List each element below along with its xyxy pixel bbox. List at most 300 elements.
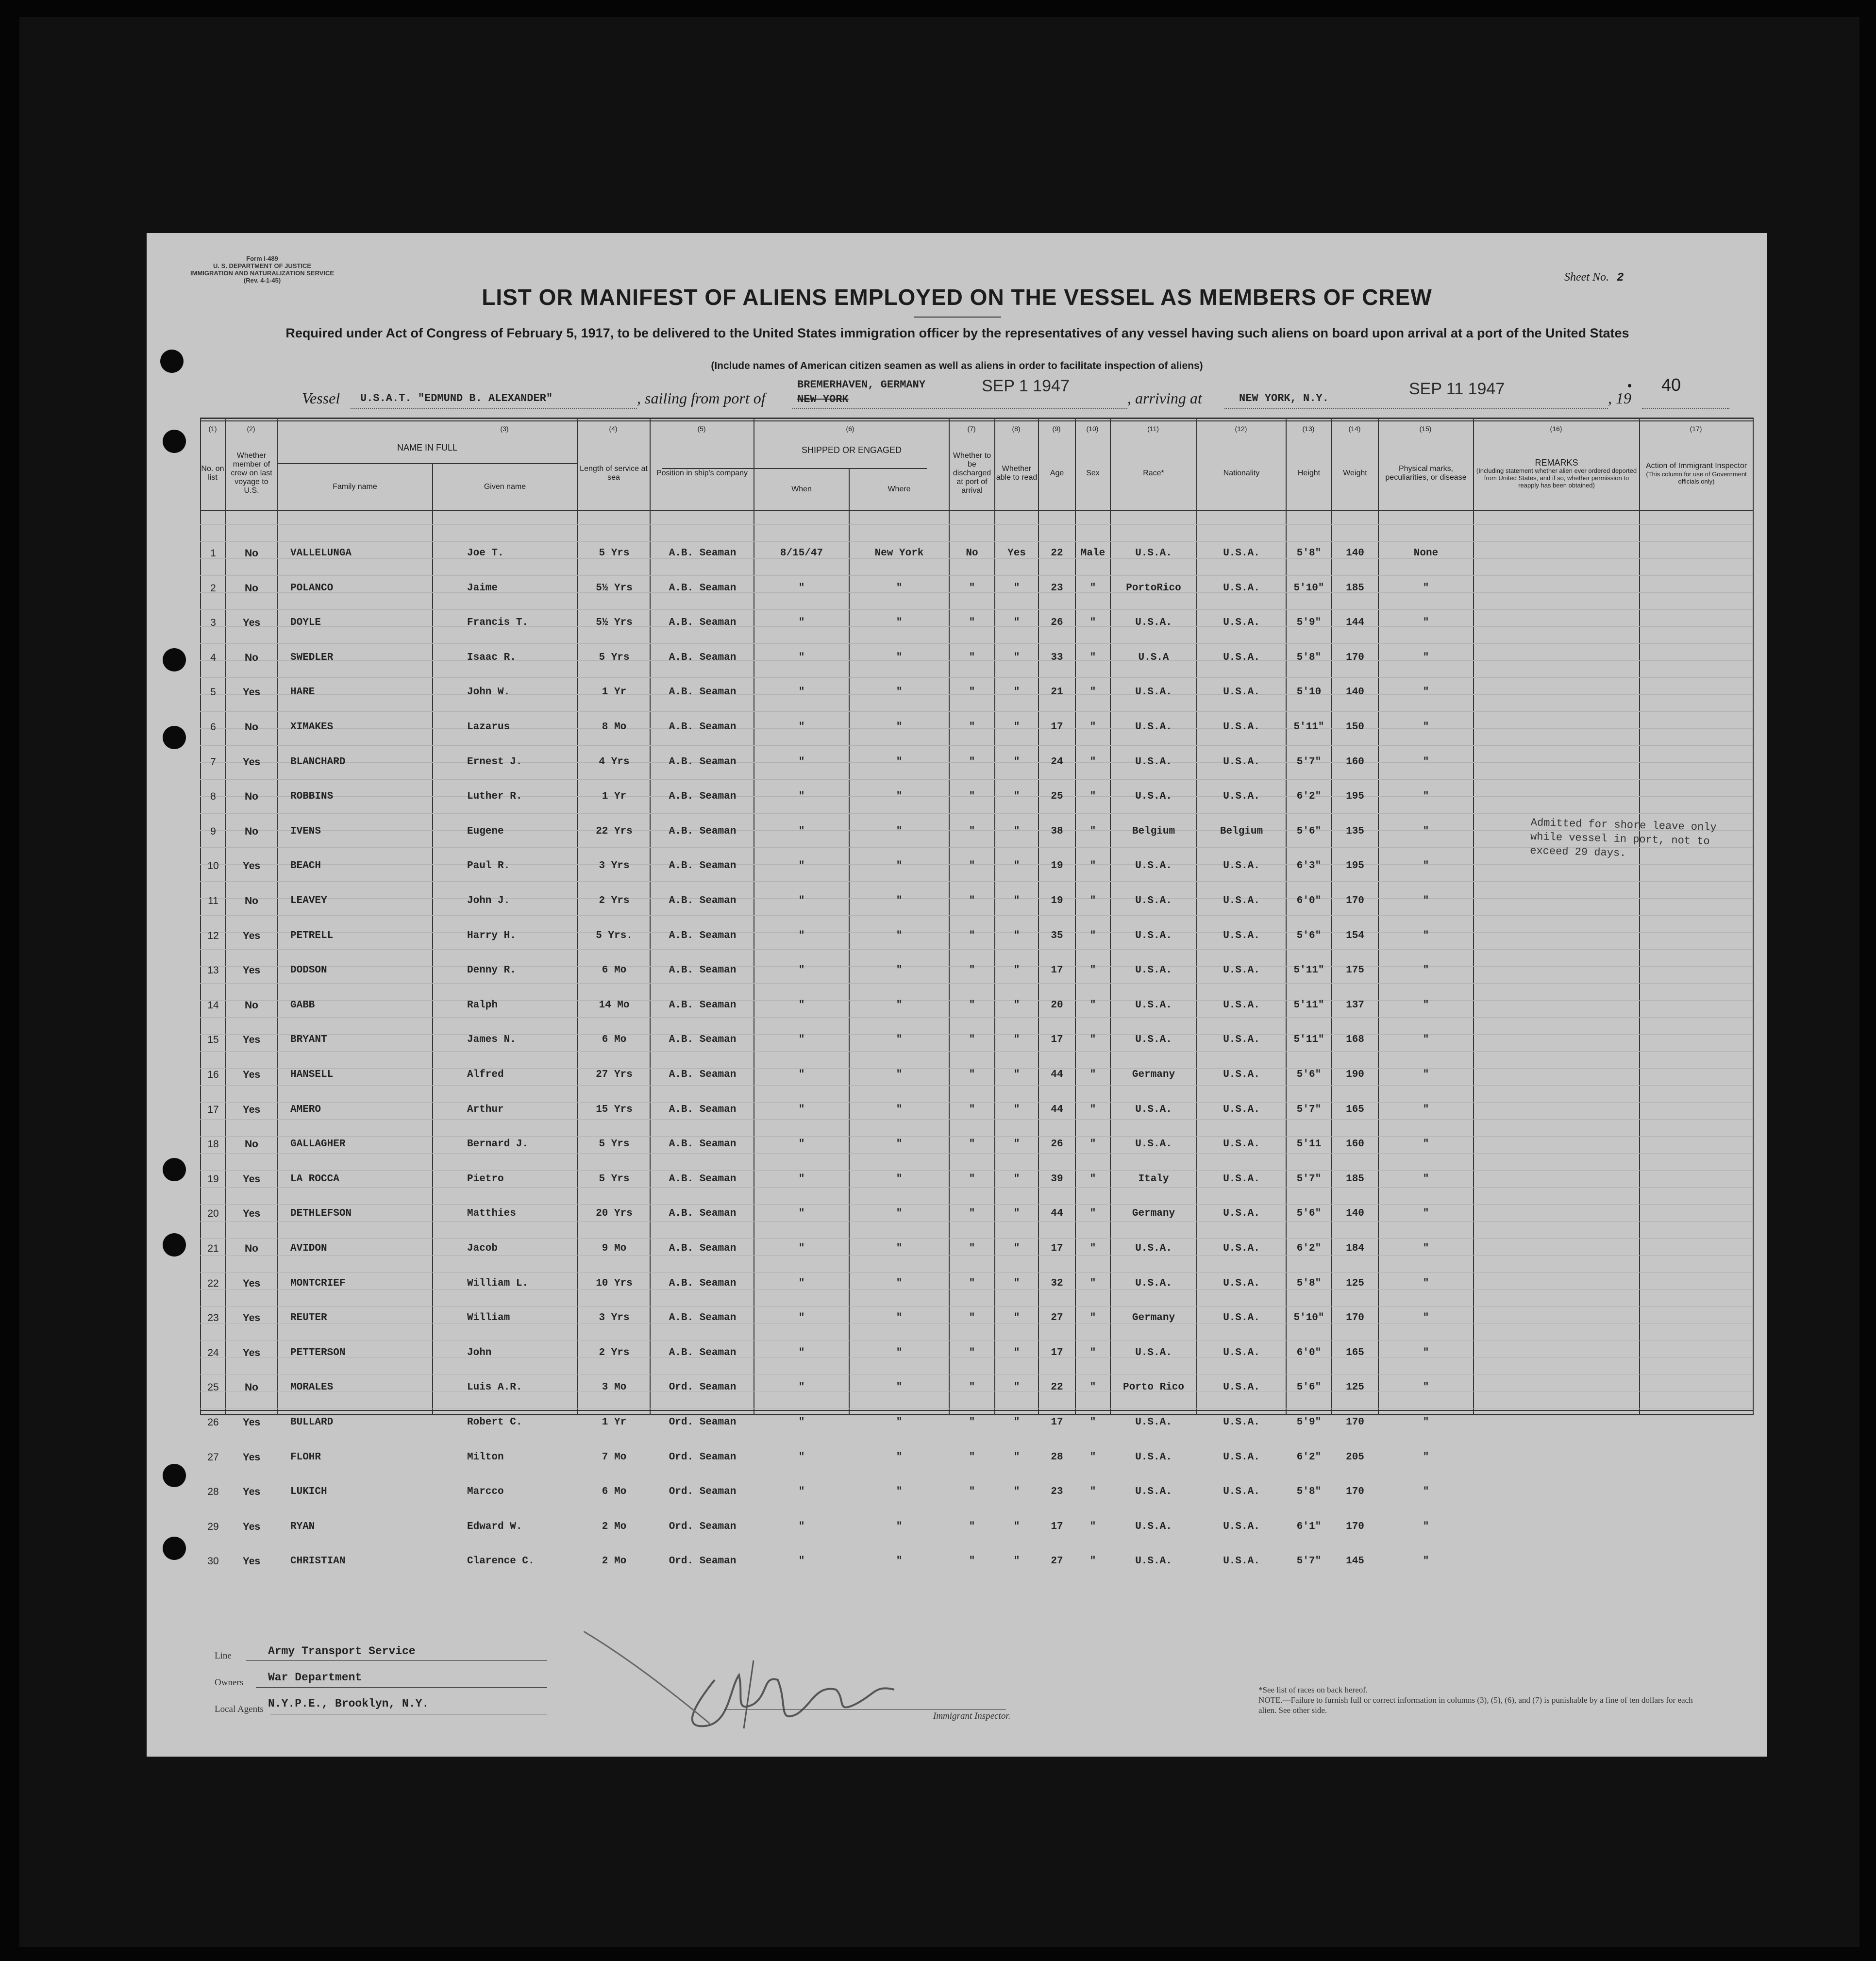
column-number: (10)	[1086, 425, 1099, 433]
cell-height: 5'6"	[1296, 1208, 1322, 1219]
cell-position: A.B. Seaman	[669, 652, 737, 663]
cell-when: "	[798, 652, 805, 663]
cell-sex: "	[1089, 583, 1096, 594]
cell-sex: "	[1089, 1452, 1096, 1463]
cell-service: 1 Yr	[602, 687, 627, 698]
cell-marks: "	[1423, 583, 1429, 594]
cell-height: 5'8"	[1296, 1278, 1322, 1289]
header-remarks-note: (Including statement whether alien ever ordered deported from United States, and if so, whether permission to reapply has been obtained)	[1476, 467, 1637, 489]
cell-marks: "	[1423, 1243, 1429, 1254]
binding-hole	[163, 1158, 186, 1181]
cell-nationality: U.S.A.	[1223, 1104, 1260, 1115]
cell-family: IVENS	[290, 826, 321, 837]
form-revision: (Rev. 4-1-45)	[243, 277, 281, 284]
cell-discharged: "	[969, 617, 975, 628]
cell-weight: 160	[1346, 1139, 1364, 1150]
cell-race: U.S.A.	[1135, 1417, 1172, 1428]
cell-position: A.B. Seaman	[669, 1347, 737, 1358]
cell-marks: "	[1423, 1382, 1429, 1393]
row-rule	[200, 1255, 1753, 1256]
cell-given: James N.	[467, 1034, 516, 1045]
cell-height: 5'7"	[1296, 1556, 1322, 1567]
cell-no: 24	[207, 1347, 219, 1358]
cell-family: PETTERSON	[290, 1347, 346, 1358]
cell-marks: "	[1423, 1347, 1429, 1358]
header-height: Height	[1297, 469, 1321, 477]
cell-crew: Yes	[242, 1173, 261, 1185]
cell-weight: 170	[1346, 1486, 1364, 1497]
cell-crew: Yes	[242, 860, 261, 872]
cell-marks: "	[1423, 1139, 1429, 1150]
cell-read: "	[1013, 1139, 1020, 1150]
cell-marks: "	[1423, 1521, 1429, 1532]
cell-weight: 150	[1346, 721, 1364, 733]
cell-given: Luis A.R.	[467, 1382, 522, 1393]
cell-discharged: "	[969, 1278, 975, 1289]
cell-crew: Yes	[242, 1486, 261, 1497]
races-note: *See list of races on back hereof.	[1258, 1685, 1368, 1694]
row-rule	[200, 1153, 1753, 1154]
cell-no: 20	[207, 1208, 219, 1219]
vessel-name-underline	[351, 408, 637, 409]
column-number: (8)	[1012, 425, 1021, 433]
cell-height: 5'6"	[1296, 1382, 1322, 1393]
cell-no: 17	[207, 1104, 219, 1115]
column-number: (7)	[967, 425, 976, 433]
cell-age: 24	[1051, 756, 1063, 768]
line-label: Line	[215, 1651, 232, 1661]
cell-position: A.B. Seaman	[669, 583, 737, 594]
row-rule	[200, 1238, 1753, 1239]
cell-read: "	[1013, 1312, 1020, 1324]
agents-value: N.Y.P.E., Brooklyn, N.Y.	[268, 1697, 429, 1710]
cell-race: Germany	[1132, 1069, 1175, 1080]
header-age: Age	[1050, 469, 1064, 477]
cell-where: "	[896, 1139, 903, 1150]
cell-service: 5 Yrs	[599, 1173, 630, 1185]
binding-hole	[160, 350, 184, 373]
cell-crew: No	[245, 583, 258, 594]
cell-nationality: U.S.A.	[1223, 652, 1260, 663]
row-rule	[200, 1170, 1753, 1171]
cell-weight: 185	[1346, 1173, 1364, 1185]
cell-height: 5'11	[1296, 1139, 1322, 1150]
row-rule	[200, 1085, 1753, 1086]
column-rule	[1378, 418, 1379, 1414]
cell-nationality: U.S.A.	[1223, 1069, 1260, 1080]
cell-weight: 165	[1346, 1104, 1364, 1115]
cell-discharged: "	[969, 1556, 975, 1567]
cell-service: 22 Yrs	[596, 826, 633, 837]
cell-race: U.S.A.	[1135, 1000, 1172, 1011]
cell-weight: 140	[1346, 548, 1364, 559]
cell-marks: "	[1423, 756, 1429, 768]
cell-race: Belgium	[1132, 826, 1175, 837]
row-rule	[200, 609, 1753, 610]
cell-when: "	[798, 791, 805, 802]
cell-sex: "	[1089, 826, 1096, 837]
cell-where: "	[896, 860, 903, 872]
cell-age: 21	[1051, 687, 1063, 698]
header-physical-marks: Physical marks, peculiarities, or disease	[1385, 465, 1467, 482]
cell-no: 7	[210, 756, 216, 768]
cell-when: "	[798, 1208, 805, 1219]
cell-read: "	[1013, 1243, 1020, 1254]
cell-age: 17	[1051, 1417, 1063, 1428]
cell-discharged: "	[969, 1173, 975, 1185]
header-given-name: Given name	[484, 483, 526, 491]
column-number: (4)	[609, 425, 618, 433]
cell-read: "	[1013, 1521, 1020, 1532]
cell-marks: "	[1423, 1417, 1429, 1428]
cell-where: "	[896, 1417, 903, 1428]
cell-where: "	[896, 826, 903, 837]
cell-given: Bernard J.	[467, 1139, 529, 1150]
cell-position: A.B. Seaman	[669, 1104, 737, 1115]
cell-given: John W.	[467, 687, 510, 698]
inspector-label: Immigrant Inspector.	[933, 1711, 1011, 1721]
cell-when: "	[798, 895, 805, 906]
cell-position: Ord. Seaman	[669, 1521, 737, 1532]
cell-service: 2 Yrs	[599, 1347, 630, 1358]
cell-position: A.B. Seaman	[669, 721, 737, 733]
cell-position: A.B. Seaman	[669, 1312, 737, 1324]
cell-position: A.B. Seaman	[669, 1243, 737, 1254]
cell-age: 25	[1051, 791, 1063, 802]
cell-height: 5'10"	[1293, 1312, 1324, 1324]
cell-height: 5'9"	[1296, 617, 1322, 628]
cell-age: 17	[1051, 1521, 1063, 1532]
cell-no: 15	[207, 1034, 219, 1045]
cell-age: 17	[1051, 1243, 1063, 1254]
cell-marks: "	[1423, 1208, 1429, 1219]
cell-sex: "	[1089, 1139, 1096, 1150]
cell-position: A.B. Seaman	[669, 756, 737, 768]
cell-race: U.S.A.	[1135, 756, 1172, 768]
cell-no: 19	[207, 1173, 219, 1185]
header-action-note: (This column for use of Government officials only)	[1646, 470, 1747, 485]
cell-crew: Yes	[242, 617, 261, 628]
cell-weight: 145	[1346, 1556, 1364, 1567]
column-number: (15)	[1419, 425, 1432, 433]
column-rule	[1753, 418, 1754, 1414]
column-number: (6)	[846, 425, 854, 433]
cell-no: 11	[208, 895, 218, 906]
form-subtitle: Required under Act of Congress of February 5, 1917, to be delivered to the United States immigration officer by the representatives of any vessel having such aliens on board upon arrival at a port of the United States	[285, 326, 1629, 340]
cell-discharged: "	[969, 1034, 975, 1045]
row-rule	[200, 949, 1753, 950]
cell-discharged: "	[969, 1452, 975, 1463]
cell-weight: 205	[1346, 1452, 1364, 1463]
cell-sex: "	[1089, 756, 1096, 768]
row-rule	[200, 541, 1753, 542]
table-bottom-rule	[200, 1410, 1754, 1411]
header-when: When	[791, 485, 812, 493]
cell-height: 5'6"	[1296, 826, 1322, 837]
cell-nationality: U.S.A.	[1223, 1556, 1260, 1567]
cell-read: "	[1013, 1069, 1020, 1080]
cell-discharged: "	[969, 1347, 975, 1358]
header-discharged: Whether to be discharged at port of arrival	[953, 452, 991, 495]
cell-when: "	[798, 1069, 805, 1080]
cell-service: 14 Mo	[599, 1000, 630, 1011]
cell-family: FLOHR	[290, 1452, 321, 1463]
cell-where: "	[896, 1521, 903, 1532]
cell-race: U.S.A.	[1135, 895, 1172, 906]
cell-family: LA ROCCA	[290, 1173, 339, 1185]
cell-nationality: U.S.A.	[1223, 791, 1260, 802]
cell-where: "	[896, 687, 903, 698]
cell-race: U.S.A.	[1135, 1452, 1172, 1463]
cell-no: 12	[207, 930, 219, 941]
row-rule	[200, 813, 1753, 814]
cell-position: A.B. Seaman	[669, 1069, 737, 1080]
cell-age: 17	[1051, 1347, 1063, 1358]
cell-read: "	[1013, 791, 1020, 802]
cell-sex: "	[1089, 617, 1096, 628]
cell-service: 2 Mo	[602, 1556, 627, 1567]
cell-given: Francis T.	[467, 617, 529, 628]
cell-service: 2 Mo	[602, 1521, 627, 1532]
row-rule	[200, 1340, 1753, 1341]
cell-discharged: "	[969, 1486, 975, 1497]
cell-marks: "	[1423, 895, 1429, 906]
cell-family: SWEDLER	[290, 652, 334, 663]
cell-age: 27	[1051, 1312, 1063, 1324]
cell-when: "	[798, 1452, 805, 1463]
cell-weight: 135	[1346, 826, 1364, 837]
cell-crew: No	[245, 826, 258, 837]
cell-service: 5 Yrs	[599, 1139, 630, 1150]
header-able-to-read: Whether able to read	[996, 465, 1038, 482]
cell-weight: 140	[1346, 1208, 1364, 1219]
cell-where: "	[896, 1034, 903, 1045]
port-from: BREMERHAVEN, GERMANY	[797, 379, 926, 391]
cell-nationality: U.S.A.	[1223, 1417, 1260, 1428]
cell-family: CHRISTIAN	[290, 1556, 346, 1567]
cell-family: AVIDON	[290, 1243, 327, 1254]
cell-nationality: U.S.A.	[1223, 1208, 1260, 1219]
cell-height: 5'7"	[1296, 1104, 1322, 1115]
cell-when: "	[798, 1104, 805, 1115]
cell-age: 17	[1051, 721, 1063, 733]
cell-family: HARE	[290, 687, 315, 698]
cell-sex: "	[1089, 687, 1096, 698]
cell-read: "	[1013, 721, 1020, 733]
cell-height: 6'3"	[1296, 860, 1322, 872]
cell-marks: "	[1423, 1173, 1429, 1185]
cell-race: U.S.A	[1138, 652, 1169, 663]
row-rule	[200, 1051, 1753, 1052]
cell-height: 5'8"	[1296, 1486, 1322, 1497]
cell-no: 4	[210, 652, 216, 663]
cell-given: Milton	[467, 1452, 504, 1463]
column-rule	[432, 463, 433, 1414]
cell-marks: "	[1423, 1556, 1429, 1567]
row-rule	[200, 847, 1753, 848]
cell-where: "	[896, 617, 903, 628]
cell-given: Luther R.	[467, 791, 522, 802]
footer-notes	[1258, 1685, 1695, 1715]
cell-age: 19	[1051, 860, 1063, 872]
owners-label: Owners	[215, 1677, 244, 1688]
cell-crew: Yes	[242, 1452, 261, 1463]
cell-nationality: U.S.A.	[1223, 1173, 1260, 1185]
cell-nationality: U.S.A.	[1223, 1486, 1260, 1497]
cell-read: "	[1013, 652, 1020, 663]
vessel-label: Vessel	[302, 389, 340, 407]
cell-when: "	[798, 1312, 805, 1324]
column-rule	[1286, 418, 1287, 1414]
cell-given: John	[467, 1347, 492, 1358]
cell-position: Ord. Seaman	[669, 1556, 737, 1567]
cell-family: BLANCHARD	[290, 756, 346, 768]
cell-nationality: U.S.A.	[1223, 1382, 1260, 1393]
row-rule	[200, 1306, 1753, 1307]
cell-discharged: "	[969, 895, 975, 906]
cell-when: "	[798, 583, 805, 594]
cell-discharged: "	[969, 1382, 975, 1393]
row-rule	[200, 745, 1753, 746]
cell-sex: "	[1089, 791, 1096, 802]
cell-position: A.B. Seaman	[669, 1139, 737, 1150]
cell-weight: 195	[1346, 860, 1364, 872]
cell-service: 3 Yrs	[599, 860, 630, 872]
cell-no: 29	[207, 1521, 219, 1532]
header-crew-last-voyage: Whether member of crew on last voyage to U.S.	[231, 452, 272, 495]
form-instruction: (Include names of American citizen seamen as well as aliens in order to facilitate inspection of aliens)	[711, 360, 1203, 371]
cell-discharged: "	[969, 860, 975, 872]
cell-sex: "	[1089, 1347, 1096, 1358]
cell-marks: "	[1423, 965, 1429, 976]
cell-family: BULLARD	[290, 1417, 334, 1428]
header-position: Position in ship's company	[656, 469, 748, 477]
cell-nationality: U.S.A.	[1223, 895, 1260, 906]
cell-position: Ord. Seaman	[669, 1486, 737, 1497]
cell-no: 27	[207, 1452, 219, 1463]
cell-when: "	[798, 1417, 805, 1428]
year-underline	[1642, 408, 1729, 409]
cell-service: 2 Yrs	[599, 895, 630, 906]
cell-given: John J.	[467, 895, 510, 906]
cell-race: Porto Rico	[1122, 1382, 1185, 1393]
column-rule	[1639, 418, 1640, 1414]
cell-weight: 168	[1346, 1034, 1364, 1045]
binding-hole	[163, 1233, 186, 1257]
cell-when: "	[798, 1173, 805, 1185]
cell-race: Germany	[1132, 1208, 1175, 1219]
cell-read: Yes	[1007, 548, 1026, 559]
cell-no: 16	[207, 1069, 219, 1080]
row-rule	[200, 1119, 1753, 1120]
cell-height: 5'10	[1296, 687, 1322, 698]
column-rule	[225, 418, 226, 1414]
cell-no: 25	[207, 1382, 219, 1393]
cell-given: Lazarus	[467, 721, 510, 733]
port-to-underline	[1224, 408, 1457, 409]
row-rule	[200, 524, 1753, 525]
cell-crew: No	[245, 1139, 258, 1150]
cell-weight: 170	[1346, 1312, 1364, 1324]
cell-given: Alfred	[467, 1069, 504, 1080]
cell-race: U.S.A.	[1135, 1139, 1172, 1150]
cell-sex: "	[1089, 1104, 1096, 1115]
cell-sex: Male	[1080, 548, 1106, 559]
cell-when: "	[798, 1347, 805, 1358]
cell-weight: 170	[1346, 1417, 1364, 1428]
form-number: Form I-489	[246, 255, 278, 262]
cell-marks: "	[1423, 1452, 1429, 1463]
column-number: (11)	[1147, 425, 1159, 433]
cell-no: 26	[207, 1417, 219, 1428]
cell-sex: "	[1089, 1278, 1096, 1289]
vessel-name: U.S.A.T. "EDMUND B. ALEXANDER"	[360, 392, 553, 404]
column-rule	[650, 418, 651, 1414]
cell-discharged: "	[969, 721, 975, 733]
cell-sex: "	[1089, 721, 1096, 733]
cell-height: 5'11"	[1293, 721, 1324, 733]
owners-underline	[256, 1687, 547, 1688]
cell-race: U.S.A.	[1135, 548, 1172, 559]
cell-position: A.B. Seaman	[669, 965, 737, 976]
binding-hole	[163, 1464, 186, 1487]
column-rule	[1075, 418, 1076, 1414]
cell-when: "	[798, 1278, 805, 1289]
cell-nationality: U.S.A.	[1223, 756, 1260, 768]
cell-family: POLANCO	[290, 583, 334, 594]
cell-crew: Yes	[242, 1034, 261, 1045]
row-rule	[200, 575, 1753, 576]
column-number: (2)	[247, 425, 255, 433]
header-weight: Weight	[1343, 469, 1367, 477]
cell-position: A.B. Seaman	[669, 617, 737, 628]
cell-marks: "	[1423, 617, 1429, 628]
cell-race: U.S.A.	[1135, 1521, 1172, 1532]
column-rule	[1331, 418, 1332, 1414]
cell-crew: Yes	[242, 756, 261, 768]
sailing-label: , sailing from port of	[637, 389, 766, 407]
cell-family: HANSELL	[290, 1069, 334, 1080]
column-rule	[994, 418, 995, 1414]
cell-marks: "	[1423, 1034, 1429, 1045]
cell-when: "	[798, 617, 805, 628]
cell-when: "	[798, 756, 805, 768]
sheet-number	[1564, 271, 1624, 285]
cell-read: "	[1013, 895, 1020, 906]
cell-no: 18	[207, 1139, 219, 1150]
cell-position: A.B. Seaman	[669, 1278, 737, 1289]
cell-when: "	[798, 1486, 805, 1497]
cell-crew: No	[245, 1243, 258, 1254]
cell-marks: "	[1423, 860, 1429, 872]
cell-no: 2	[210, 583, 216, 594]
departure-date-stamp: SEP 1 1947	[982, 377, 1070, 395]
page-code: 40	[1661, 375, 1681, 395]
cell-given: Joe T.	[467, 548, 504, 559]
cell-family: XIMAKES	[290, 721, 334, 733]
cell-service: 3 Mo	[602, 1382, 627, 1393]
cell-sex: "	[1089, 1312, 1096, 1324]
cell-nationality: U.S.A.	[1223, 1347, 1260, 1358]
header-action-title: Action of Immigrant Inspector	[1645, 462, 1747, 470]
cell-race: U.S.A.	[1135, 791, 1172, 802]
cell-no: 14	[207, 1000, 219, 1011]
cell-when: "	[798, 1000, 805, 1011]
cell-age: 44	[1051, 1104, 1063, 1115]
cell-race: U.S.A.	[1135, 1243, 1172, 1254]
cell-family: GABB	[290, 1000, 315, 1011]
inspector-signature	[584, 1631, 1166, 1738]
